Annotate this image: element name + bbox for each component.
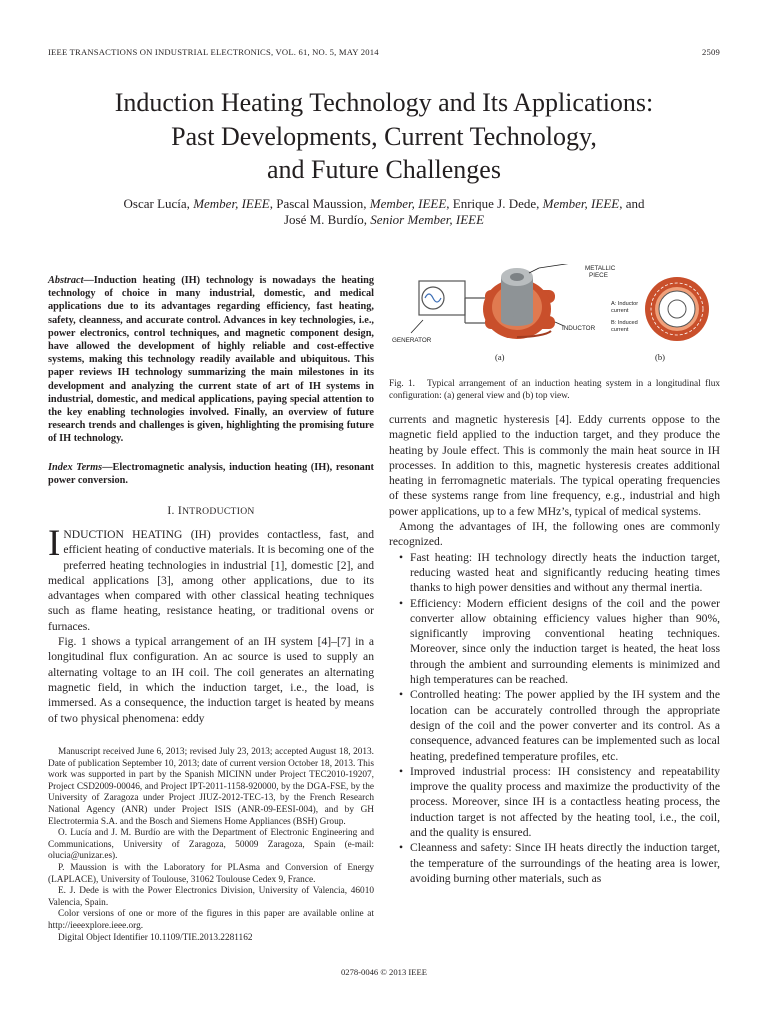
author-2-role: Member, IEEE <box>369 196 447 211</box>
label-metallic: METALLIC <box>585 265 616 272</box>
footnote: Color versions of one or more of the figures in this paper are available online at http://ieeexplore.ieee.org. <box>48 909 374 931</box>
footnote: Manuscript received June 6, 2013; revised July 23, 2013; accepted August 18, 2013. Date of publication September 10, 2013; date of current version October 18, 2013. This work was supported in part by the Spanish MICINN under Project TEC2010-19207, Project CSD2009-00046, and Project IPT-2011-1158-920000, by the DGA-FSE, by the University of Zaragoza under Project JIUZ-2012-TEC-13, by the French Research National Agency (ANR) under Project ISIS (ANR-09-EESI-004), and by GH Electrotermia S.A. and the Bosch and Siemens Home Appliances (BSH) Group. <box>48 747 374 827</box>
author-sep: , and <box>619 196 645 211</box>
author-1-role: Member, IEEE <box>193 196 270 211</box>
label-inductor: INDUCTOR <box>562 325 596 332</box>
running-header <box>48 47 720 57</box>
abstract-text: —Induction heating (IH) technology is nowadays the heating technology of choice in many industrial, domestic, and medical applications due to its advantages regarding efficiency, fast heating, safety, cleanness, and accurate control. Advances in key technologies, i.e., power electronics, control techniques, and magnetic component design, have allowed the development of highly reliable and cost-effective systems, making this technology readily available and ubiquitous. This paper reviews IH technology summarizing the main milestones in its development and analyzing the current state of art of IH systems in industrial, domestic, and medical applications, paying special attention to the key enabling technologies involved. Finally, an overview of future research trends and challenges is given, highlighting the promising future of IH technology. <box>48 275 374 445</box>
generator-box <box>419 281 465 315</box>
intro-paragraph-2: Fig. 1 shows a typical arrangement of an IH system [4]–[7] in a longitudinal flux configuration. An ac source is used to supply an alternating voltage to an IH coil. The coil generates an alternating magnetic field, in which the induction target, i.e., the load, is immersed. As a consequence, the induction target is heated by means of two physical phenomena: eddy <box>48 635 374 725</box>
label-b: B: Induced <box>611 320 638 326</box>
advantages-list <box>389 550 720 887</box>
list-item: • Improved industrial process: IH consistency and repeatability improve the quality process and maximize the productivity of the process. Moreover, since IH is a contactless heating process, the induction target is not affected by the heating tool, i.e., the coil, and the quality is ensured. <box>389 764 720 840</box>
metallic-piece-hole <box>510 273 524 281</box>
list-item: • Fast heating: IH technology directly heats the induction target, reducing wasted heat and significantly reducing heating times thanks to high power densities and without any thermal inertia. <box>389 550 720 596</box>
abstract-label: Abstract <box>48 275 84 286</box>
list-item: • Cleanness and safety: Since IH heats directly the induction target, the temperature of the surroundings of the heating area is lower, avoiding burning other materials, such as <box>389 840 720 886</box>
list-item: • Controlled heating: The power applied by the IH system and the location can be accurately controlled through the appropriate design of the coil and the power converter and its control. As a consequence, advanced features can be implemented such as local heating, predefined temperature profiles, etc. <box>389 687 720 763</box>
section-heading <box>48 504 374 517</box>
title-line-1: Induction Heating Technology and Its Applications: <box>114 88 654 117</box>
author-4-role: Senior Member, IEEE <box>370 212 485 227</box>
paper-title <box>30 86 738 187</box>
abstract <box>48 274 374 446</box>
subfigure-a-label: (a) <box>495 352 505 362</box>
subfigure-b-label: (b) <box>655 352 665 362</box>
label-a: A: Inductor <box>611 301 639 307</box>
footnote: Digital Object Identifier 10.1109/TIE.2013.2281162 <box>58 932 253 943</box>
right-column-text <box>389 412 720 886</box>
callout-line <box>539 264 579 268</box>
label-generator: GENERATOR <box>392 337 432 344</box>
sine-wave-icon <box>425 294 441 302</box>
right-paragraph-2: Among the advantages of IH, the following ones are commonly recognized. <box>389 520 720 549</box>
right-paragraph-1: currents and magnetic hysteresis [4]. Eddy currents oppose to the magnetic field applied to the induction target, and they produce the heating by Joule effect. This is commonly the main heat source in IH processes. In addition to this, magnetic hysteresis creates additional heating in ferromagnetic materials. The typical operating frequencies of these systems range from line frequency, e.g., industrial and high power applications, up to a few MHz’s, typical of medical systems. <box>389 413 720 518</box>
intro-paragraph-1: NDUCTION HEATING (IH) provides contactless, fast, and efficient heating of conductive materials. It is becoming one of the preferred heating technologies in industrial [1], domestic [2], and medical applications [3], among other applications, due to its advantages when compared with other classical heating techniques such as flame heating, resistance heating, or traditional ovens or furnaces. <box>48 528 374 633</box>
intro-text <box>48 523 374 726</box>
copyright-footer: 0278-0046 © 2013 IEEE <box>340 967 427 977</box>
caption-label: Fig. 1. <box>389 379 415 389</box>
author-3: , Enrique J. Dede, <box>446 196 543 211</box>
footnote: P. Maussion is with the Laboratory for PLAsma and Conversion of Energy (LAPLACE), University of Toulouse, 31062 Toulouse Cedex 9, France. <box>48 862 374 885</box>
label-a-current: current <box>611 308 629 314</box>
index-terms-text: —Electromagnetic analysis, induction heating (IH), resonant power conversion. <box>48 462 374 487</box>
metallic-piece-top-view <box>659 291 695 327</box>
author-1: Oscar Lucía, <box>123 196 194 211</box>
title-line-3: and Future Challenges <box>267 155 501 184</box>
author-3-role: Member, IEEE <box>542 196 620 211</box>
index-terms-label: Index Terms <box>48 462 103 473</box>
label-piece: PIECE <box>589 272 608 279</box>
callout-line <box>411 320 423 333</box>
section-number: I. <box>167 504 178 517</box>
figure-1 <box>389 264 720 369</box>
caption-text: Typical arrangement of an induction heating system in a longitudinal flux configuration: (a) general view and (b) top view. <box>389 379 720 401</box>
footnote: O. Lucía and J. M. Burdío are with the Department of Electronic Engineering and Communications, University of Zaragoza, 50009 Zaragoza, Spain (e-mail: olucia@unizar.es). <box>48 828 374 862</box>
label-b-current: current <box>611 327 629 333</box>
title-line-2: Past Developments, Current Technology, <box>171 121 597 151</box>
index-terms <box>48 461 374 487</box>
author-2: , Pascal Maussion, <box>269 196 370 211</box>
section-rest: NTRODUCTION <box>182 506 255 517</box>
metallic-piece-base <box>501 316 533 326</box>
list-item: • Efficiency: Modern efficient designs of the coil and the power converter allow obtaining efficiency values higher than 90%, significantly improving conventional heating techniques. Moreover, since only the induction target is heated, the heat loss through the ambient and surrounding elements is minimized and high temperatures can be reached. <box>389 596 720 688</box>
drop-cap: I <box>48 523 61 564</box>
footnote: E. J. Dede is with the Power Electronics Division, University of Valencia, 46010 Valencia, Spain. <box>48 886 374 908</box>
author-list <box>40 196 728 228</box>
footnotes <box>48 747 374 944</box>
section-cap: I <box>177 504 183 517</box>
author-4: José M. Burdío, <box>283 212 371 227</box>
page-number: 2509 <box>702 47 720 57</box>
journal-name: IEEE TRANSACTIONS ON INDUSTRIAL ELECTRONICS, VOL. 61, NO. 5, MAY 2014 <box>48 47 379 57</box>
figure-caption <box>389 379 720 402</box>
callout-arrow <box>529 268 539 273</box>
